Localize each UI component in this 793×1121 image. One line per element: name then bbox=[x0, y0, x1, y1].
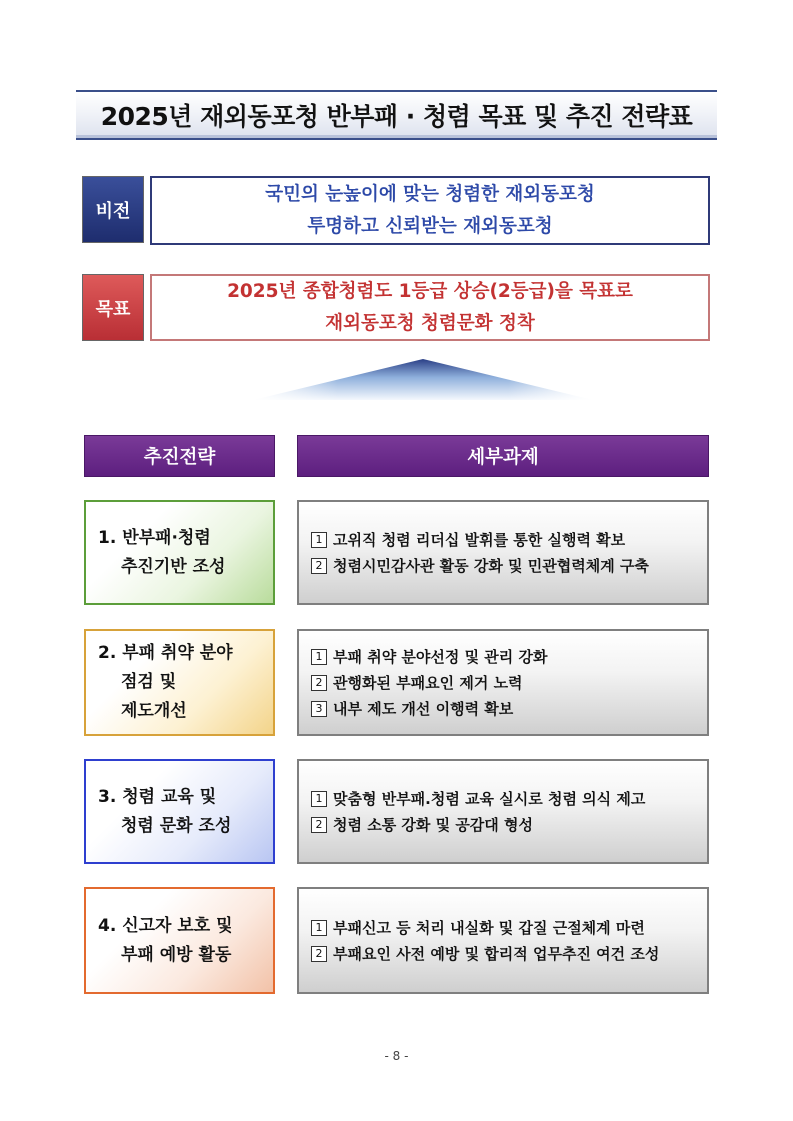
task-item bbox=[311, 644, 707, 670]
strategy-item bbox=[84, 629, 275, 736]
task-text: 청렴시민감사관 활동 강화 및 민관협력체계 구축 bbox=[333, 556, 649, 575]
goal-statement bbox=[150, 274, 710, 341]
task-item bbox=[311, 812, 707, 838]
task-text: 부패신고 등 처리 내실화 및 갑질 근절체계 마련 bbox=[333, 918, 645, 937]
up-arrow-icon bbox=[253, 356, 593, 400]
task-text: 청렴 소통 강화 및 공감대 형성 bbox=[333, 815, 533, 834]
task-list bbox=[297, 759, 709, 864]
task-text: 맞춤형 반부패.청렴 교육 실시로 청렴 의식 제고 bbox=[333, 789, 646, 808]
task-text: 관행화된 부패요인 제거 노력 bbox=[333, 673, 523, 692]
task-number: 1 bbox=[311, 649, 327, 665]
task-number: 1 bbox=[311, 920, 327, 936]
task-text: 부패 취약 분야선정 및 관리 강화 bbox=[333, 647, 548, 666]
strategy-item bbox=[84, 887, 275, 994]
vision-line: 국민의 눈높이에 맞는 청렴한 재외동포청 bbox=[265, 183, 595, 205]
task-list bbox=[297, 629, 709, 736]
goal-line: 재외동포청 청렴문화 정착 bbox=[325, 312, 535, 334]
vision-statement bbox=[150, 176, 710, 245]
task-text: 부패요인 사전 예방 및 합리적 업무추진 여건 조성 bbox=[333, 944, 660, 963]
vision-line: 투명하고 신뢰받는 재외동포청 bbox=[307, 215, 553, 237]
task-number: 1 bbox=[311, 791, 327, 807]
page-number: - 8 - bbox=[384, 1049, 409, 1063]
page-title: 2025년 재외동포청 반부패 · 청렴 목표 및 추진 전략표 bbox=[76, 90, 717, 140]
strategy-title: 제도개선 bbox=[121, 701, 187, 721]
strategy-title: 1. 반부패·청렴 bbox=[98, 527, 211, 548]
goal-label: 목표 bbox=[82, 274, 144, 341]
goal-line: 2025년 종합청렴도 1등급 상승(2등급)을 목표로 bbox=[227, 280, 633, 302]
strategy-title: 추진기반 조성 bbox=[121, 556, 226, 577]
task-number: 2 bbox=[311, 817, 327, 833]
task-item bbox=[311, 786, 707, 812]
strategy-column-header: 추진전략 bbox=[84, 435, 275, 477]
strategy-title: 2. 부패 취약 분야 bbox=[98, 643, 233, 663]
task-item bbox=[311, 670, 707, 696]
strategy-title: 4. 신고자 보호 및 bbox=[98, 915, 233, 936]
task-number: 2 bbox=[311, 946, 327, 962]
task-number: 1 bbox=[311, 532, 327, 548]
strategy-title: 3. 청렴 교육 및 bbox=[98, 786, 217, 807]
task-list bbox=[297, 887, 709, 994]
task-number: 3 bbox=[311, 701, 327, 717]
strategy-title: 부패 예방 활동 bbox=[121, 944, 232, 965]
task-item bbox=[311, 915, 707, 941]
strategy-title: 청렴 문화 조성 bbox=[121, 815, 232, 836]
task-number: 2 bbox=[311, 675, 327, 691]
task-item bbox=[311, 696, 707, 722]
task-text: 고위직 청렴 리더십 발휘를 통한 실행력 확보 bbox=[333, 530, 626, 549]
task-list bbox=[297, 500, 709, 605]
task-item bbox=[311, 553, 707, 579]
task-number: 2 bbox=[311, 558, 327, 574]
strategy-title: 점검 및 bbox=[121, 672, 177, 692]
task-item bbox=[311, 941, 707, 967]
tasks-column-header: 세부과제 bbox=[297, 435, 709, 477]
task-text: 내부 제도 개선 이행력 확보 bbox=[333, 699, 514, 718]
vision-label: 비전 bbox=[82, 176, 144, 243]
task-item bbox=[311, 527, 707, 553]
strategy-item bbox=[84, 500, 275, 605]
strategy-item bbox=[84, 759, 275, 864]
